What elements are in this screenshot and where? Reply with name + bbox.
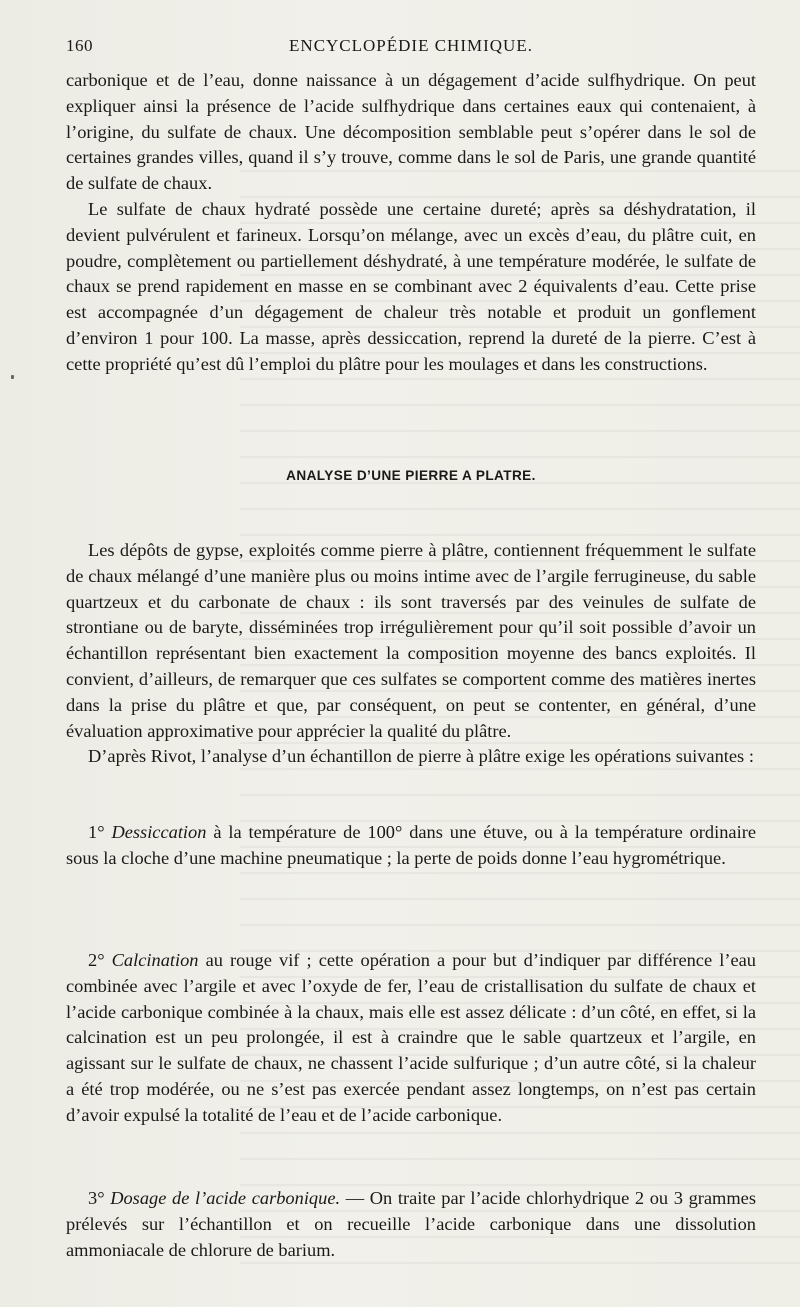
section-heading: ANALYSE D’UNE PIERRE A PLATRE. [286, 468, 536, 483]
paragraph-rivot-operations: D’après Rivot, l’analyse d’un échantillon de pierre à plâtre exige les opérations suivantes : [88, 746, 754, 767]
step-text: au rouge vif ; cette opération a pour but d’indiquer par différence l’eau combinée avec l’argile et avec l’oxyde de fer, l’eau de cristallisation du sulfate de chaux et l’acide carbonique combinée à la chaux, mais elle est assez délicate : d’un côté, en effet, si la calcination est un peu prolongée, il est à craindre que le sable quartzeux et l’argile, en agissant sur le sulfate de chaux, ne chassent l’acide sulfurique ; d’un autre côté, si la chaleur a été trop modérée, ou ne s’est pas exercée pendant assez longtemps, on n’est pas certain d’avoir expulsé la totalité de l’eau et de l’acide carbonique. [66, 950, 756, 1125]
text-block-analysis [66, 538, 756, 770]
running-header [66, 36, 756, 58]
step-term: Calcination [111, 950, 199, 970]
step-number: 3° [88, 1188, 105, 1208]
step-term: Dessiccation [111, 822, 207, 842]
step-text: à la température de 100° dans une étuve, ou à la température ordinaire sous la cloche d’une machine pneumatique ; la perte de poids donne l’eau hygrométrique. [66, 822, 756, 868]
step-paragraph [66, 1186, 756, 1263]
paragraph-gypsum-deposits: Les dépôts de gypse, exploités comme pierre à plâtre, contiennent fréquemment le sulfate de chaux mélangé d’une manière plus ou moins intime avec de l’argile ferrugineuse, du sable quartzeux et du carbonate de chaux : ils sont traversés par des veinules de sulfate de strontiane ou de baryte, disséminées trop irrégulièrement pour qu’il soit possible d’avoir un échantillon représentant bien exactement la composition moyenne des bancs exploités. Il convient, d’ailleurs, de remarquer que ces sulfates se comportent comme des matières inertes dans la prise du plâtre et que, par conséquent, on peut se contenter, en général, d’une évaluation approximative pour apprécier la qualité du plâtre. [66, 540, 756, 741]
step-number: 2° [88, 950, 105, 970]
step-text: — On traite par l’acide chlorhydrique 2 ou 3 grammes prélevés sur l’échantillon et on recueille l’acide carbonique dans une dissolution ammoniacale de chlorure de barium. [66, 1188, 756, 1260]
paragraph-continuation: carbonique et de l’eau, donne naissance à un dégagement d’acide sulfhydrique. On peut expliquer ainsi la présence de l’acide sulfhydrique dans certaines eaux qui contenaient, à l’origine, du sulfate de chaux. Une décomposition semblable peut s’opérer dans le sol de certaines grandes villes, quand il s’y trouve, comme dans le sol de Paris, une grande quantité de sulfate de chaux. [66, 70, 756, 194]
page-number: 160 [66, 36, 93, 55]
step-carbonic-acid [66, 1186, 756, 1263]
step-term: Dosage de l’acide carbonique. [110, 1188, 341, 1208]
ink-speck [11, 375, 14, 379]
step-dessiccation [66, 820, 756, 872]
step-paragraph [66, 948, 756, 1129]
step-number: 1° [88, 822, 105, 842]
text-block-intro [66, 68, 756, 378]
running-title: ENCYCLOPÉDIE CHIMIQUE. [289, 36, 533, 55]
step-calcination [66, 948, 756, 1129]
paragraph-plaster-hardening: Le sulfate de chaux hydraté possède une certaine dureté; après sa déshydratation, il devient pulvérulent et farineux. Lorsqu’on mélange, avec un excès d’eau, du plâtre cuit, en poudre, complètement ou partiellement déshydraté, à une température modérée, le sulfate de chaux se prend rapidement en masse en se combinant avec 2 équivalents d’eau. Cette prise est accompagnée d’un dégagement de chaleur très notable et produit un gonflement d’environ 1 pour 100. La masse, après dessiccation, reprend la dureté de la pierre. C’est à cette propriété qu’est dû l’emploi du plâtre pour les moulages et dans les constructions. [66, 198, 756, 374]
step-paragraph [66, 820, 756, 872]
